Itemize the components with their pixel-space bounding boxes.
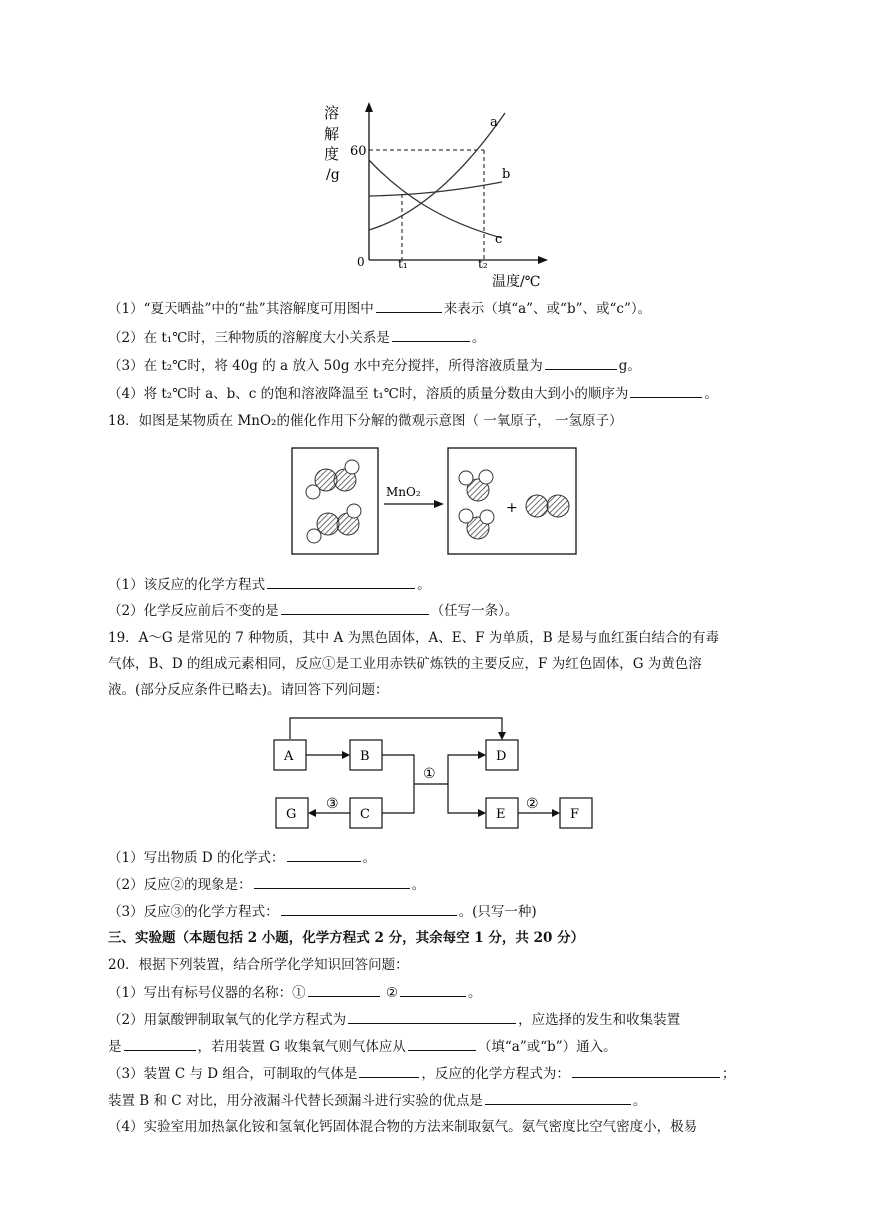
q20-blank-1 (308, 983, 380, 997)
box-c-label: C (360, 807, 370, 822)
oxygen-atom (317, 513, 339, 535)
q18-item-1: （1）该反应的化学方程式 。 (108, 577, 431, 593)
q20-blank-2 (400, 983, 466, 997)
reaction-2-label: ② (526, 796, 539, 812)
q17-blank-4 (630, 384, 702, 398)
solubility-chart (320, 98, 560, 290)
q20-blank-5 (408, 1037, 476, 1051)
box-a-label: A (284, 749, 294, 764)
reactant-box (292, 448, 378, 554)
q19-stem-line-3: 液。(部分反应条件已略去)。请回答下列问题： (108, 682, 389, 698)
arrowhead (308, 809, 316, 817)
q20-blank-3 (348, 1010, 516, 1024)
series-label-a: a (490, 115, 498, 130)
arrowhead (478, 751, 486, 759)
reaction-flow-diagram (268, 712, 598, 834)
hydrogen-atom (459, 471, 473, 485)
q20-item-3: （3）装置 C 与 D 组合，可制取的气体是 ，反应的化学方程式为： ； (108, 1066, 736, 1082)
ylabel-char-2: 解 (324, 125, 340, 143)
q19-blank-2 (254, 875, 410, 889)
q17-blank-3 (545, 356, 617, 370)
q19-blank-3 (281, 902, 457, 916)
q17-item-1: （1）“夏天晒盐”中的“盐”其溶解度可用图中 来表示（填“a”、或“b”、或“c”）。 (108, 301, 652, 317)
arrowhead (342, 751, 350, 759)
x-axis-arrow (538, 256, 548, 264)
ylabel-char-4: /g (326, 167, 340, 183)
q20-item-2: （2）用氯酸钾制取氧气的化学方程式为 ，应选择的发生和收集装置 (108, 1012, 681, 1028)
curve-c (369, 160, 502, 238)
x-tick-t2: t₂ (478, 257, 488, 271)
curve-b (369, 182, 502, 196)
q19-item-3: （3）反应③的化学方程式： 。(只写一种) (108, 904, 537, 920)
y-tick-60: 60 (350, 144, 367, 159)
q20-item-4: （4）实验室用加热氯化铵和氢氧化钙固体混合物的方法来制取氨气。氨气密度比空气密度小，极易 (108, 1119, 698, 1135)
q17-blank-2 (392, 328, 470, 342)
hydrogen-atom (480, 510, 494, 524)
box-f-label: F (570, 807, 580, 822)
arrowhead (552, 809, 560, 817)
q20-item-2-cont: 是 ，若用装置 G 收集氧气则气体应从 （填“a”或“b”）通入。 (108, 1039, 617, 1055)
x-tick-t1: t₁ (398, 257, 408, 271)
series-label-c: c (495, 232, 503, 247)
box-g-label: G (286, 807, 297, 822)
edge-b-to-merge (382, 755, 414, 813)
q17-item-2: （2）在 t₁℃时，三种物质的溶解度大小关系是 。 (108, 330, 486, 346)
box-d-label: D (496, 749, 507, 764)
origin-label: 0 (357, 255, 365, 269)
hydrogen-atom (459, 509, 473, 523)
q20-blank-6 (359, 1064, 419, 1078)
q20-item-1: （1）写出有标号仪器的名称：① ② 。 (108, 985, 482, 1001)
reaction-3-label: ③ (326, 796, 339, 812)
q20-blank-8 (485, 1091, 631, 1105)
hydrogen-atom (345, 460, 359, 474)
q19-stem-line-2: 气体，B、D 的组成元素相同，反应①是工业用赤铁矿炼铁的主要反应，F 为红色固体，G 为黄色溶 (108, 656, 702, 672)
q20-blank-4 (124, 1037, 196, 1051)
y-axis-arrow (365, 102, 373, 112)
q17-item-3: （3）在 t₂℃时，将 40g 的 a 放入 50g 水中充分搅拌，所得溶液质量为 g。 (108, 358, 641, 374)
box-e-label: E (496, 807, 506, 822)
hydrogen-atom (307, 529, 321, 543)
section-title: 三、实验题（本题包括 2 小题，化学方程式 2 分，其余每空 1 分，共 20 分） (108, 930, 585, 946)
q18-item-2: （2）化学反应前后不变的是 （任写一条）。 (108, 603, 519, 619)
reaction-1-label: ① (423, 766, 436, 782)
catalyst-label: MnO₂ (386, 485, 421, 499)
q20-blank-7 (572, 1064, 720, 1078)
q18-blank-2 (281, 601, 429, 615)
q18-blank-1 (267, 575, 415, 589)
hydrogen-atom (479, 470, 493, 484)
reaction-arrowhead (434, 500, 444, 508)
ylabel-char-3: 度 (324, 145, 340, 163)
edge-split-to-d (448, 755, 482, 784)
q19-item-2: （2）反应②的现象是： 。 (108, 877, 426, 893)
q19-blank-1 (287, 848, 361, 862)
q20-stem: 20．根据下列装置，结合所学化学知识回答问题： (108, 957, 409, 973)
q17-item-4: （4）将 t₂℃时 a、b、c 的饱和溶液降温至 t₁℃时，溶质的质量分数由大到小的顺序为 。 (108, 386, 718, 402)
reaction-micro-diagram (288, 446, 580, 558)
edge-split-to-e (448, 784, 482, 813)
hydrogen-atom (347, 504, 361, 518)
xlabel: 温度/℃ (492, 274, 541, 290)
oxygen-atom (526, 495, 548, 517)
q19-stem-line-1: 19．A～G 是常见的 7 种物质，其中 A 为黑色固体，A、E、F 为单质，B 是易与血红蛋白结合的有毒 (108, 630, 719, 646)
q18-stem: 18．如图是某物质在 MnO₂的催化作用下分解的微观示意图（ 一氧原子， 一氢原子） (108, 413, 623, 429)
series-label-b: b (502, 167, 511, 182)
plus-sign: + (506, 500, 518, 516)
arrowhead (498, 732, 506, 740)
oxygen-atom (547, 495, 569, 517)
ylabel-char-1: 溶 (324, 104, 340, 122)
edge-a-to-d (290, 718, 502, 739)
box-b-label: B (360, 749, 370, 764)
hydrogen-atom (306, 485, 320, 499)
q20-item-3-cont: 装置 B 和 C 对比，用分液漏斗代替长颈漏斗进行实验的优点是 。 (108, 1093, 647, 1109)
q19-item-1: （1）写出物质 D 的化学式： 。 (108, 850, 376, 866)
arrowhead (478, 809, 486, 817)
q17-blank-1 (376, 299, 442, 313)
